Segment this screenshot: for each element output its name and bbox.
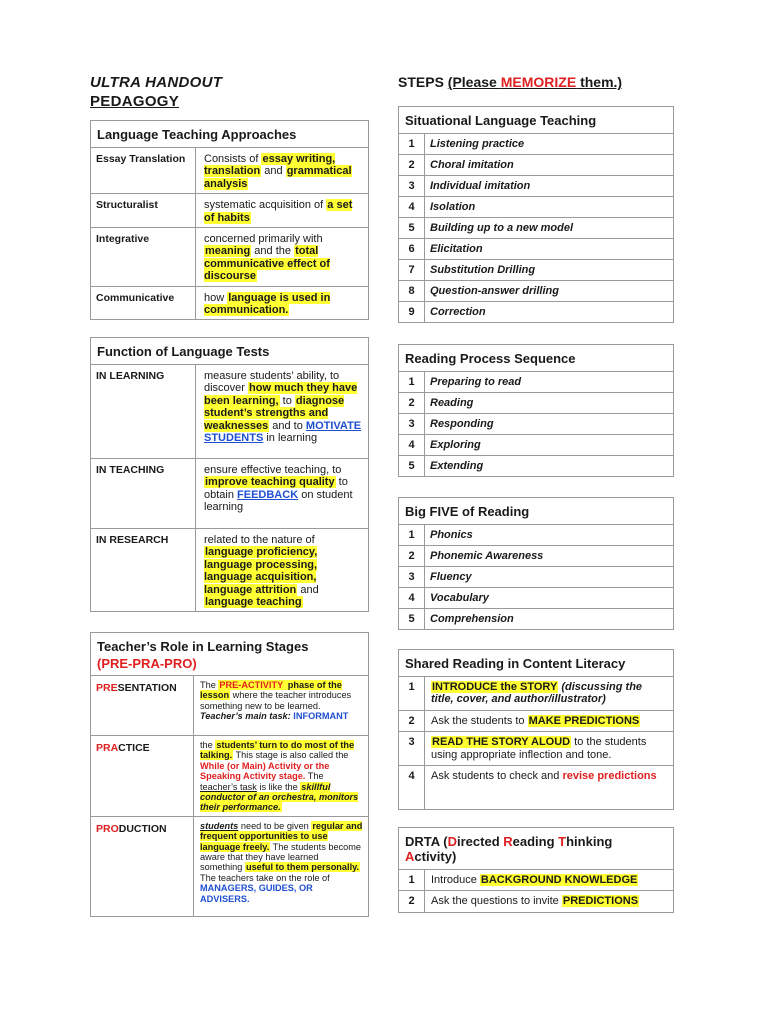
approach-name: Communicative — [91, 286, 196, 320]
slt-step: Elicitation — [425, 239, 674, 260]
test-function-description: measure students’ ability, to discover how much they have been learning, to diagnose student’s strengths and weaknesses and to MOTIVATE STUDENTS in learning — [196, 365, 369, 459]
approach-description: Consists of essay writing, translation and grammatical analysis — [196, 148, 369, 194]
slt-step: Building up to a new model — [425, 218, 674, 239]
approach-description: how language is used in communication. — [196, 286, 369, 320]
stage-name: PRACTICE — [91, 736, 194, 817]
slt-step: Choral imitation — [425, 155, 674, 176]
table-row — [91, 148, 369, 194]
table-row — [91, 529, 369, 612]
big-five-item: Vocabulary — [425, 588, 674, 609]
table-row — [91, 365, 369, 459]
reading-step: Reading — [425, 393, 674, 414]
table-row: 6 Elicitation — [399, 239, 674, 260]
table-row: 1 Listening practice — [399, 134, 674, 155]
page-subtitle: PEDAGOGY — [90, 93, 180, 110]
table-row: 1 Phonics — [399, 525, 674, 546]
approaches-title: Language Teaching Approaches — [91, 121, 369, 148]
table-row: 3 Individual imitation — [399, 176, 674, 197]
table-row: 2 Choral imitation — [399, 155, 674, 176]
table-row — [91, 194, 369, 228]
test-function-description: related to the nature of language proficiency, language processing, language acquisition, language attrition and language teaching — [196, 529, 369, 612]
slt-step: Listening practice — [425, 134, 674, 155]
slt-step: Question-answer drilling — [425, 281, 674, 302]
shared-reading-step: Ask students to check and revise predictions — [425, 766, 674, 810]
drta-step: Ask the questions to invite PREDICTIONS — [425, 891, 674, 912]
table-row: 1 INTRODUCE the STORY (discussing the title, cover, and author/illustrator) — [399, 677, 674, 711]
reading-process-table — [398, 344, 674, 477]
big-five-item: Phonemic Awareness — [425, 546, 674, 567]
approach-name: Essay Translation — [91, 148, 196, 194]
table-row: 8 Question-answer drilling — [399, 281, 674, 302]
approach-name: Structuralist — [91, 194, 196, 228]
table-row — [91, 676, 369, 736]
shared-reading-step: READ THE STORY ALOUD to the students using appropriate inflection and tone. — [425, 732, 674, 766]
big-five-item: Fluency — [425, 567, 674, 588]
table-row: 3 Responding — [399, 414, 674, 435]
tests-title: Function of Language Tests — [91, 338, 369, 365]
table-row: 5 Building up to a new model — [399, 218, 674, 239]
reading-step: Responding — [425, 414, 674, 435]
slt-step: Individual imitation — [425, 176, 674, 197]
stage-name: PRESENTATION — [91, 676, 194, 736]
slt-step: Isolation — [425, 197, 674, 218]
shared-reading-table — [398, 649, 674, 810]
tests-table — [90, 337, 369, 612]
reading-step: Preparing to read — [425, 372, 674, 393]
table-row — [91, 459, 369, 529]
table-row: 4 Ask students to check and revise predictions — [399, 766, 674, 810]
approach-description: systematic acquisition of a set of habits — [196, 194, 369, 228]
table-row: 4 Exploring — [399, 435, 674, 456]
table-row — [91, 286, 369, 320]
big-five-item: Phonics — [425, 525, 674, 546]
table-row: 5 Extending — [399, 456, 674, 477]
table-row: 1 Preparing to read — [399, 372, 674, 393]
roles-title: Teacher’s Role in Learning Stages (PRE-PRA-PRO) — [91, 633, 369, 676]
table-row — [91, 736, 369, 817]
slt-step: Substitution Drilling — [425, 260, 674, 281]
test-function-name: IN RESEARCH — [91, 529, 196, 612]
table-row: 2 Ask the students to MAKE PREDICTIONS — [399, 710, 674, 731]
test-function-name: IN TEACHING — [91, 459, 196, 529]
table-row: 4 Vocabulary — [399, 588, 674, 609]
shared-reading-step: INTRODUCE the STORY (discussing the title, cover, and author/illustrator) — [425, 677, 674, 711]
page-title: ULTRA HANDOUT — [90, 74, 223, 91]
slt-step: Correction — [425, 302, 674, 323]
big-five-item: Comprehension — [425, 609, 674, 630]
reading-step: Exploring — [425, 435, 674, 456]
big-five-title: Big FIVE of Reading — [399, 498, 674, 525]
table-row: 2 Phonemic Awareness — [399, 546, 674, 567]
test-function-description: ensure effective teaching, to improve teaching quality to obtain FEEDBACK on student learning — [196, 459, 369, 529]
stage-name: PRODUCTION — [91, 816, 194, 916]
stage-description: The PRE-ACTIVITY phase of the lesson where the teacher introduces something new to be learned. Teacher’s main task: INFORMANT — [194, 676, 369, 736]
table-row: 9 Correction — [399, 302, 674, 323]
test-function-name: IN LEARNING — [91, 365, 196, 459]
table-row: 2 Ask the questions to invite PREDICTIONS — [399, 891, 674, 912]
roles-table — [90, 632, 369, 917]
table-row — [91, 816, 369, 916]
approach-description: concerned primarily with meaning and the total communicative effect of discourse — [196, 228, 369, 287]
table-row: 5 Comprehension — [399, 609, 674, 630]
stage-description: students need to be given regular and frequent opportunities to use language freely. The students become aware that they have learned something useful to them personally. The teachers take on the role of MANAGERS, GUIDES, OR ADVISERS. — [194, 816, 369, 916]
drta-table — [398, 827, 674, 913]
shared-reading-step: Ask the students to MAKE PREDICTIONS — [425, 710, 674, 731]
steps-heading: STEPS (Please MEMORIZE them.) — [398, 74, 623, 90]
drta-step: Introduce BACKGROUND KNOWLEDGE — [425, 870, 674, 891]
table-row: 4 Isolation — [399, 197, 674, 218]
table-row — [91, 228, 369, 287]
table-row: 7 Substitution Drilling — [399, 260, 674, 281]
drta-title: DRTA (Directed Reading Thinking Activity) — [399, 828, 674, 870]
approach-name: Integrative — [91, 228, 196, 287]
table-row: 2 Reading — [399, 393, 674, 414]
table-row: 3 READ THE STORY ALOUD to the students using appropriate inflection and tone. — [399, 732, 674, 766]
reading-step: Extending — [425, 456, 674, 477]
table-row: 1 Introduce BACKGROUND KNOWLEDGE — [399, 870, 674, 891]
reading-process-title: Reading Process Sequence — [399, 345, 674, 372]
shared-reading-title: Shared Reading in Content Literacy — [399, 650, 674, 677]
slt-title: Situational Language Teaching — [399, 107, 674, 134]
table-row: 3 Fluency — [399, 567, 674, 588]
big-five-table — [398, 497, 674, 630]
slt-table — [398, 106, 674, 323]
stage-description: the students’ turn to do most of the talking. This stage is also called the While (or Main) Activity or the Speaking Activity stage. The teacher’s task is like the skillful conductor of an orchestra, monitors their performance. — [194, 736, 369, 817]
approaches-table — [90, 120, 369, 320]
